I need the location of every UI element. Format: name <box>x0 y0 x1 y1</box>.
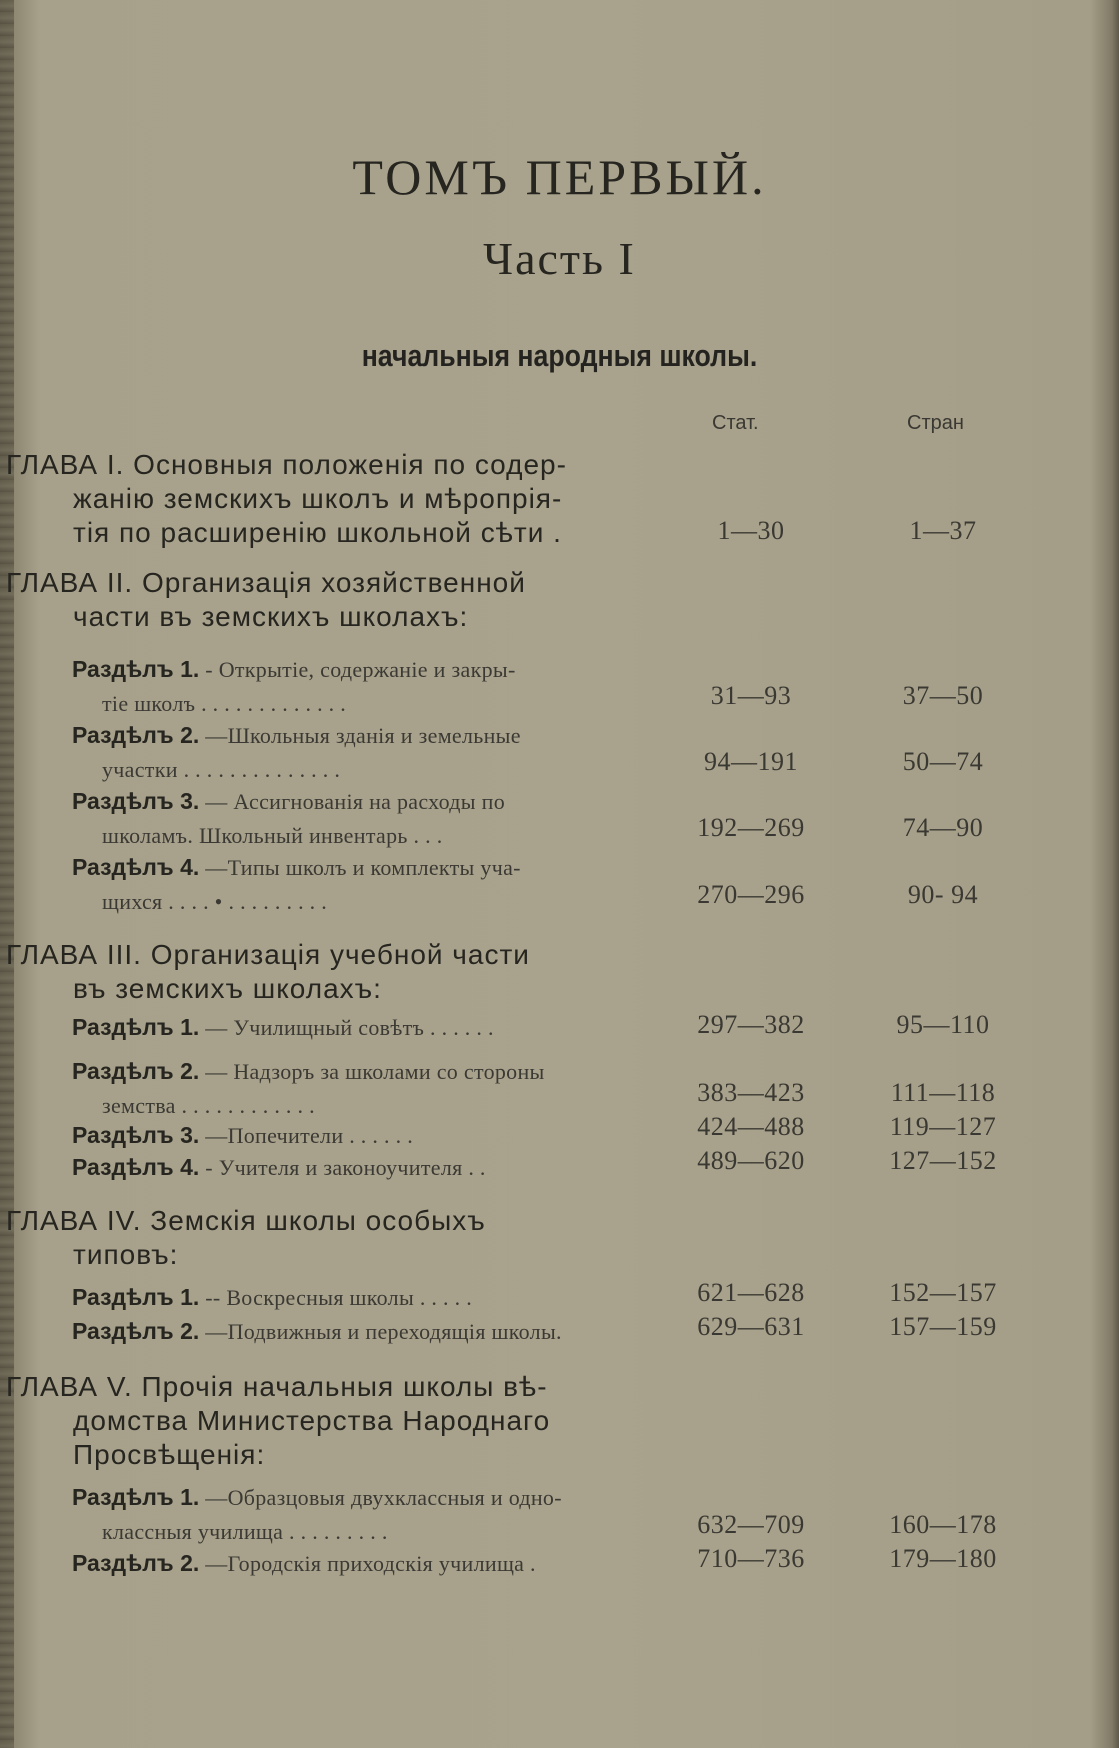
chapter-4-section-1-pages: 152—157 <box>889 1278 997 1307</box>
chapter-2-section-3-pages: 74—90 <box>902 813 984 842</box>
chapter-2-section-2 <box>72 718 662 787</box>
chapter-1-pages: 1—37 <box>909 516 977 545</box>
section-label: Раздѣлъ 2. <box>72 1058 200 1084</box>
chapter-1-heading <box>6 448 666 550</box>
chapter-2-section-3 <box>72 784 662 853</box>
chapter-3-section-1 <box>72 1010 662 1045</box>
column-header-articles: Стат. <box>712 412 759 434</box>
chapter-5-section-2 <box>72 1546 662 1581</box>
chapter-1-line-1: ГЛАВА I. Основныя положенія по содер- <box>6 449 567 480</box>
section-text-cont: щихся . . . . • . . . . . . . . . <box>102 889 328 914</box>
part-subtitle: начальныя народныя школы. <box>361 338 758 373</box>
part-title: Часть I <box>483 233 636 284</box>
chapter-4-line-1: ГЛАВА IV. Земскія школы особыхъ <box>6 1205 486 1236</box>
section-text: —Попечители . . . . . . <box>205 1123 414 1148</box>
section-text: —Городскія приходскія училища . <box>205 1551 536 1576</box>
chapter-1-line-3: тія по расширенію школьной сѣти . <box>73 517 562 548</box>
column-header-pages: Стран <box>907 412 964 434</box>
chapter-3-section-4-articles: 489—620 <box>697 1146 805 1175</box>
chapter-3-line-2: въ земскихъ школахъ: <box>73 973 382 1004</box>
chapter-4-section-1 <box>72 1280 662 1315</box>
section-text: —Типы школъ и комплекты уча- <box>205 855 521 880</box>
chapter-2-line-2: части въ земскихъ школахъ: <box>73 601 469 632</box>
chapter-2-section-2-pages: 50—74 <box>902 747 984 776</box>
section-text-cont: тіе школъ . . . . . . . . . . . . . <box>102 691 347 716</box>
chapter-2-section-3-articles: 192—269 <box>697 813 805 842</box>
chapter-5-section-2-pages: 179—180 <box>889 1544 997 1573</box>
chapter-5-line-1: ГЛАВА V. Прочія начальныя школы вѣ- <box>6 1371 548 1402</box>
chapter-4-heading <box>6 1204 666 1272</box>
chapter-3-section-1-pages: 95—110 <box>896 1010 990 1039</box>
chapter-3-section-3-articles: 424—488 <box>697 1112 805 1141</box>
section-label: Раздѣлъ 3. <box>72 1122 200 1148</box>
section-label: Раздѣлъ 2. <box>72 722 200 748</box>
chapter-5-section-2-articles: 710—736 <box>697 1544 805 1573</box>
chapter-5-line-3: Просвѣщенія: <box>73 1439 266 1470</box>
chapter-3-heading <box>6 938 666 1006</box>
section-text-cont: школамъ. Школьный инвентарь . . . <box>102 823 443 848</box>
section-label: Раздѣлъ 4. <box>72 854 200 880</box>
chapter-2-line-1: ГЛАВА II. Организація хозяйственной <box>6 567 526 598</box>
volume-title: ТОМЪ ПЕРВЫЙ. <box>352 149 767 205</box>
section-label: Раздѣлъ 2. <box>72 1318 200 1344</box>
chapter-3-section-1-articles: 297—382 <box>697 1010 805 1039</box>
chapter-2-section-4 <box>72 850 662 919</box>
section-label: Раздѣлъ 1. <box>72 1014 200 1040</box>
chapter-4-section-1-articles: 621—628 <box>697 1278 805 1307</box>
chapter-2-section-4-articles: 270—296 <box>697 880 805 909</box>
chapter-5-line-2: домства Министерства Народнаго <box>73 1405 551 1436</box>
chapter-2-section-2-articles: 94—191 <box>704 747 798 776</box>
section-text: — Училищный совѣтъ . . . . . . <box>205 1015 494 1040</box>
section-text-cont: земства . . . . . . . . . . . . <box>102 1093 315 1118</box>
chapter-1-line-2: жанію земскихъ школъ и мѣропрія- <box>73 483 563 514</box>
chapter-3-section-4 <box>72 1150 662 1185</box>
section-label: Раздѣлъ 1. <box>72 1284 200 1310</box>
chapter-5-section-1 <box>72 1480 662 1549</box>
section-label: Раздѣлъ 1. <box>72 656 200 682</box>
chapter-5-section-1-pages: 160—178 <box>889 1510 997 1539</box>
chapter-4-section-2-articles: 629—631 <box>697 1312 805 1341</box>
chapter-2-section-1-articles: 31—93 <box>710 681 792 710</box>
section-text: — Ассигнованія на расходы по <box>205 789 506 814</box>
chapter-2-section-1 <box>72 652 662 721</box>
section-text: -- Воскресныя школы . . . . . <box>205 1285 473 1310</box>
chapter-4-line-2: типовъ: <box>73 1239 179 1270</box>
chapter-2-heading <box>6 566 666 634</box>
section-label: Раздѣлъ 1. <box>72 1484 200 1510</box>
chapter-4-section-2 <box>72 1314 662 1349</box>
section-text: —Школьныя зданія и земельные <box>205 723 521 748</box>
chapter-5-section-1-articles: 632—709 <box>697 1510 805 1539</box>
section-text: - Учителя и законоучителя . . <box>205 1155 486 1180</box>
chapter-3-section-2-pages: 111—118 <box>890 1078 996 1107</box>
chapter-3-line-1: ГЛАВА III. Организація учебной части <box>6 939 530 970</box>
section-label: Раздѣлъ 2. <box>72 1550 200 1576</box>
chapter-4-section-2-pages: 157—159 <box>889 1312 997 1341</box>
section-text-cont: классныя училища . . . . . . . . . <box>102 1519 388 1544</box>
section-text: —Образцовыя двухклассныя и одно- <box>205 1485 562 1510</box>
chapter-2-section-1-pages: 37—50 <box>902 681 984 710</box>
chapter-3-section-4-pages: 127—152 <box>889 1146 997 1175</box>
section-text-cont: участки . . . . . . . . . . . . . . <box>102 757 341 782</box>
chapter-2-section-4-pages: 90- 94 <box>907 880 979 909</box>
section-label: Раздѣлъ 3. <box>72 788 200 814</box>
section-text: — Надзоръ за школами со стороны <box>205 1059 545 1084</box>
chapter-3-section-2-articles: 383—423 <box>697 1078 805 1107</box>
section-label: Раздѣлъ 4. <box>72 1154 200 1180</box>
chapter-1-articles: 1—30 <box>717 516 785 545</box>
section-text: - Открытіе, содержаніе и закры- <box>205 657 516 682</box>
chapter-3-section-3-pages: 119—127 <box>889 1112 997 1141</box>
chapter-3-section-2 <box>72 1054 662 1123</box>
chapter-5-heading <box>6 1370 666 1472</box>
section-text: —Подвижныя и переходящія школы. <box>205 1319 562 1344</box>
chapter-3-section-3 <box>72 1118 662 1153</box>
